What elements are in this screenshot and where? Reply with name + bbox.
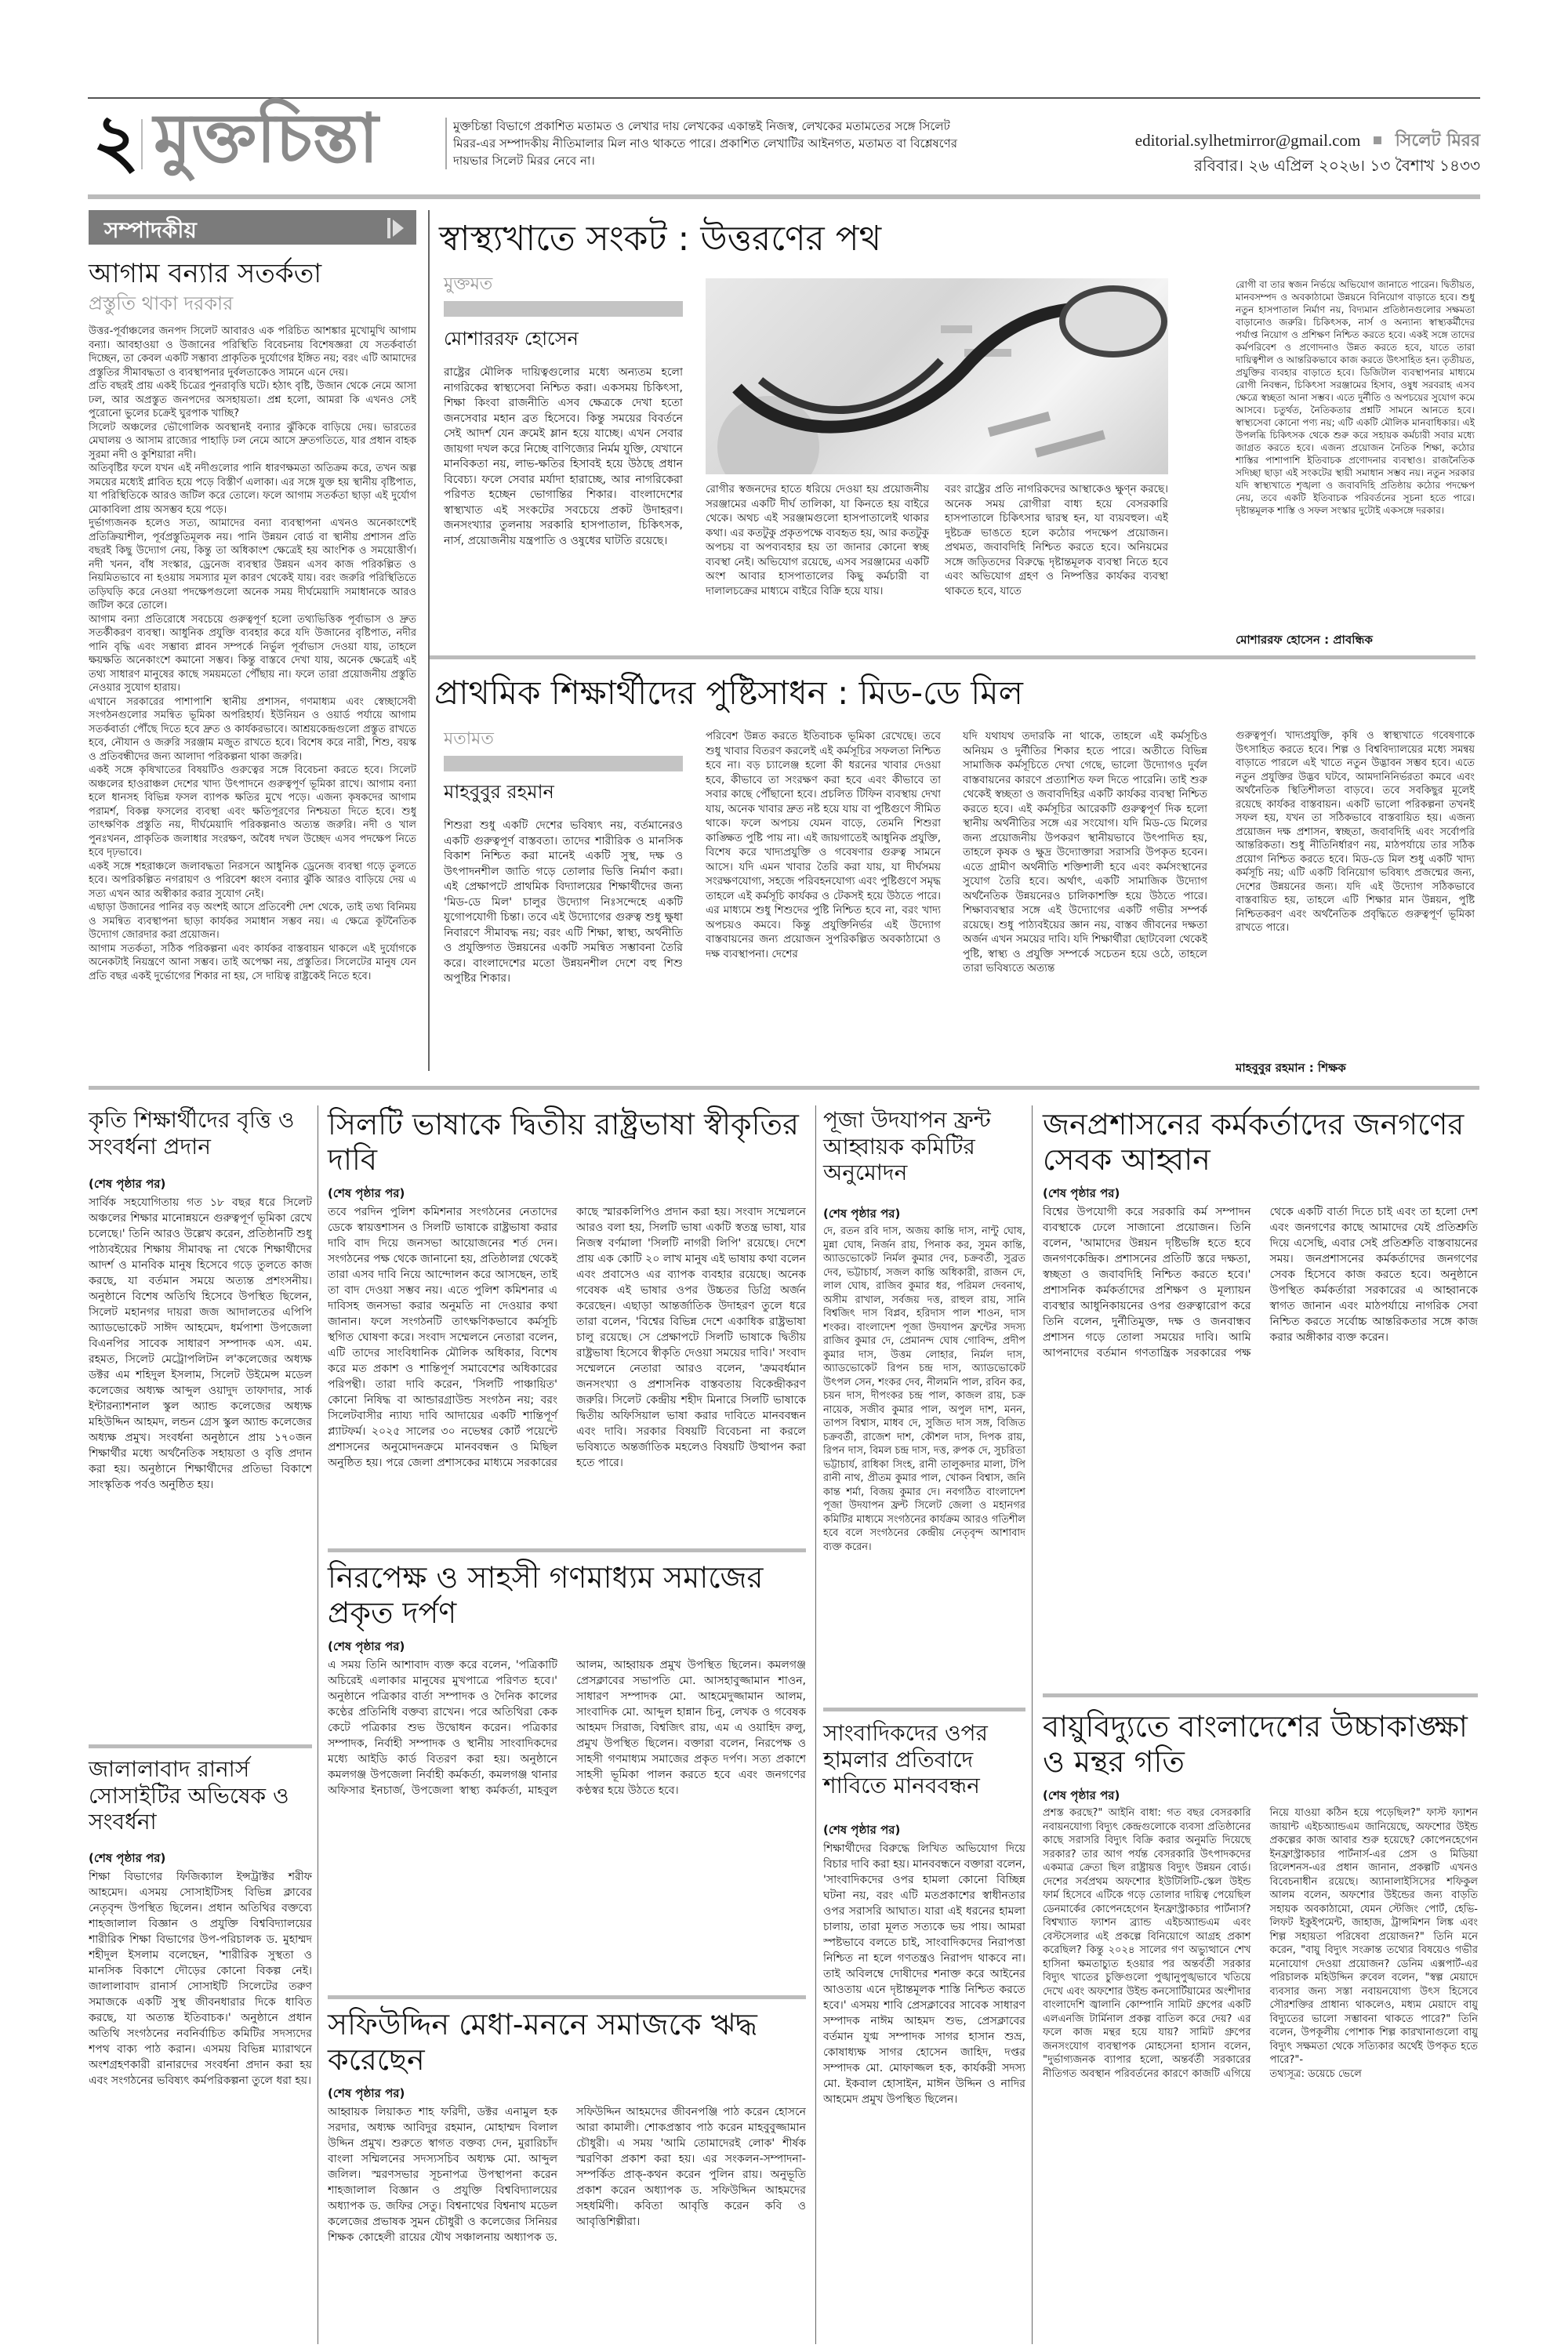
midday-col-1: শিশুরা শুধু একটি দেশের ভবিষ্যৎ নয়, বর্তমানেরও একটি গুরুত্বপূর্ণ বাস্তবতা। তাদের শারীরিক ও মানসিক বিকাশ নিশ্চিত করা মানেই একটি সুস্থ, দক্ষ ও উৎপাদনশীল জাতি গড়ে তোলার ভিত্তি নির্মাণ করা। এই প্রেক্ষাপটে প্রাথমিক বিদ্যালয়ের শিক্ষার্থীদের জন্য 'মিড-ডে মিল' চালুর উদ্যোগ নিঃসন্দেহে একটি যুগোপযোগী চিন্তা। তবে এই উদ্যোগের গুরুত্ব শুধু ক্ষুধা নিবারণে সীমাবদ্ধ নয়; বরং এটি শিক্ষা, স্বাস্থ্য, অর্থনীতি ও প্রযুক্তিগত উন্নয়নের একটি সমন্বিত সম্ভাবনা তৈরি করে। বাংলাদেশের মতো উন্নয়নশীল দেশে বহু শিশু অপুষ্টির শিকার। <box>444 819 683 985</box>
editorial-paragraph: দুর্ভাগ্যজনক হলেও সত্য, আমাদের বন্যা ব্যবস্থাপনা এখনও অনেকাংশেই প্রতিক্রিয়াশীল, পূর্বপ্রস্তুতিমূলক নয়। পানি উন্নয়ন বোর্ড বা স্থানীয় প্রশাসন প্রতি বছরই কিছু উদ্যোগ নেয়, কিন্তু তা অধিকাংশ ক্ষেত্রেই হয় আংশিক ও সময়োত্তীর্ণ। নদী খনন, বাঁধ সংস্কার, ড্রেনেজ ব্যবস্থার উন্নয়ন এসব কাজ পরিকল্পিত ও নিয়মিতভাবে না হওয়ায় সমস্যার মূল কারণ থেকেই যায়। বরং জরুরি পরিস্থিতিতে তড়িঘড়ি করে নেওয়া পদক্ষেপগুলো অনেক সময় দীর্ঘমেয়াদি সমাধানকে আরও জটিল করে তোলে। <box>89 517 416 612</box>
health-col-2: রোগীর স্বজনদের হাতে ধরিয়ে দেওয়া হয় প্রয়োজনীয় সরঞ্জামের একটি দীর্ঘ তালিকা, যা কিনতে হয় বাইরে থেকে। অথচ এই সরঞ্জামগুলো হাসপাতালেই থাকার কথা। এর কতটুকু প্রকৃতপক্ষে ব্যবহৃত হয়, আর কতটুকু অপচয় বা অপব্যবহার হয় তা জানার কোনো স্বচ্ছ ব্যবস্থা নেই। অভিযোগ রয়েছে, এসব সরঞ্জামের একটি অংশ আবার হাসপাতালের কিছু কর্মচারী বা দালালচক্রের মাধ্যমে বাইরে বিক্রি হয়ে যায়। <box>706 483 929 597</box>
wind-body-text: প্রশস্ত করছে?" আইনি বাধা: গত বছর বেসরকারি নবায়নযোগ্য বিদ্যুৎ কেন্দ্রগুলোকে ব্যবসা প্রতিষ্ঠানের কাছে সরাসরি বিদ্যুৎ বিক্রি করার অনুমতি দিয়েছে সরকার? তার আগ পর্যন্ত বেসরকারি উৎপাদকদের একমাত্র ক্রেতা ছিল রাষ্ট্রায়ত্ত বিদ্যুৎ উন্নয়ন বোর্ড। দেশের সর্বপ্রথম অফশোর ইউটিলিটি-স্কেল উইন্ড ফার্ম হিসেবে এটিকে গড়ে তোলার দায়িত্ব পেয়েছিল ডেনমার্কের কোপেনহেগেন ইনফ্রাস্ট্রাকচার পার্টনার্স? বিশ্বখ্যাত ফ্যাশন ব্র্যান্ড এইচঅ্যান্ডএম এবং বেস্টসেলার এই প্রকল্পে বিনিয়োগে আগ্রহ প্রকাশ করেছিল? কিন্তু ২০২৪ সালের গণ অভ্যুত্থানে শেখ হাসিনা ক্ষমতাচ্যুত হওয়ার পর অন্তর্বর্তী সরকার বিদ্যুৎ খাতের চুক্তিগুলো পুঙ্খানুপুঙ্খভাবে খতিয়ে দেখে এবং অফশোর উইন্ড কনসোর্টিয়ামের অংশীদার বাংলাদেশি জ্বালানি কোম্পানি সামিট গ্রুপের একটি এলএনজি টার্মিনাল প্রকল্প বাতিল করে দেয়? এর ফলে কাজ মন্থর হয়ে যায়? সামিট গ্রুপের জনসংযোগ ব্যবস্থাপক মোহসেনা হাসান বলেন, "দুর্ভাগ্যজনক ব্যাপার হলো, অন্তর্বর্তী সরকারের নীতিগত অবস্থান পরিবর্তনের কারণে কাজটি এগিয়ে নিয়ে যাওয়া কঠিন হয়ে পড়েছিল?" ফাস্ট ফ্যাশন জায়ান্ট এইচঅ্যান্ডএম জানিয়েছে, অফশোর উইন্ড প্রকল্পের কাজ আবার শুরু হয়েছে? কোপেনহেগেন ইনফ্রাস্ট্রাকচার পার্টনার্স-এর প্রেস ও মিডিয়া রিলেশনস-এর প্রধান জানান, প্রকল্পটি এখনও বিবেচনাধীন রয়েছে। অ্যানালাইসিসের শফিকুল আলম বলেন, অফশোর উইন্ডের জন্য বাড়তি সহায়ক অবকাঠামো, যেমন স্টেজিং পোর্ট, হেভি-লিফট ইকুইপমেন্ট, জাহাজ, ট্রান্সমিশন লিঙ্ক এবং শিল্প সহায়তা পরিষেবা প্রয়োজন?" তিনি মনে করেন, "বায়ু বিদ্যুৎ সংক্রান্ত তথ্যের বিষয়েও গভীর মনোযোগ দেওয়া প্রয়োজন? ডেনিম এক্সপার্ট-এর পরিচালক মহিউদ্দিন রুবেল বলেন, "স্বল্প মেয়াদে ব্যবসার জন্য সস্তা নবায়নযোগ্য উৎস হিসেবে সৌরশক্তির প্রাধান্য থাকলেও, মধ্যম মেয়াদে বায়ু বিদ্যুতের ভালো সম্ভাবনা থাকতে পারে?" তিনি বলেন, উপকূলীয় পোশাক শিল্প কারখানাগুলো বায়ু বিদ্যুৎ সক্ষমতা থেকে সত্যিকার অর্থেই উপকৃত হতে পারে?"- <box>1043 1807 1478 2080</box>
puja-body: দে, রতন রবি দাস, অজয় কান্তি দাস, নান্টু ঘোষ, মুন্না ঘোষ, নির্জন রায়, পিনাক কর, সুমন কান্তি, অ্যাডভোকেট নির্মল কুমার দেব, চক্রবর্তী, সুব্রত দেব, ভট্টাচার্য, সজল কান্তি অধিকারী, রাজন দে, লাল ঘোষ, রাজিব কুমার ধর, পরিমল দেবনাথ, অসীম রাখাল, সর্বজয় দত্ত, রাহুল রায়, সানি বিশ্বজিৎ দাস বিপ্লব, হরিদাস পাল শাওন, দাস শংকর। বাংলাদেশ পূজা উদযাপন ফ্রন্টের সদস্য রাজিব কুমার দে, প্রেমানন্দ ঘোষ গোবিন্দ, প্রদীপ কুমার দাস, উত্তম লোহার, নির্মল দাস, অ্যাডভোকেট রিপন চন্দ্র দাস, অ্যাডভোকেট উৎপল সেন, শংকর দেব, নীলমনি পাল, রবিন কর, চয়ন দাস, দীপংকর চন্দ্র পাল, কাজল রায়, চক্র নায়েক, সজীব কুমার পাল, অপুল দাশ, মনন, তাপস বিশ্বাস, মাধব দে, সুজিত দাস সঙ্গ, বিজিত চক্রবর্তী, রাজেশ দাশ, কৌশল দাস, দিপক রায়, রিপন দাস, বিমল চন্দ্র দাস, দত্ত, রুপক দে, সুচরিতা ভট্টাচার্য, রাধিকা সিংহ, রানী তালুকদার মালা, টপি রানী নাথ, প্রীতম কুমার পাল, খোকন বিশ্বাস, জনি কান্ত শর্মা, বিজয় কুমার দে। নবগঠিত বাংলাদেশ পূজা উদযাপন ফ্রন্ট সিলেট জেলা ও মহানগর কমিটির মাধ্যমে সংগঠনের কার্যক্রম আরও গতিশীল হবে বলে সংগঠনের কেন্দ্রীয় নেতৃবৃন্দ আশাবাদ ব্যক্ত করেন। <box>823 1225 1025 1553</box>
midday-signature: মাহবুবুর রহমান : শিক্ষক <box>1236 1061 1346 1075</box>
wind-body <box>1043 1806 1478 2339</box>
health-author: মোশাররফ হোসেন <box>444 328 579 350</box>
brand-name: সিলেট মিরর <box>1395 131 1480 151</box>
editorial-paragraph: আগাম সতর্কতা, সঠিক পরিকল্পনা এবং কার্যকর বাস্তবায়ন থাকলে এই দুর্যোগকে অনেকটাই নিয়ন্ত্রণে আনা সম্ভব। তাই অপেক্ষা নয়, প্রস্তুতির। সিলেটের মানুষ যেন প্রতি বছর একই দুর্ভোগের শিকার না হয়, সে দায়িত্ব রাষ্ট্রকেই নিতে হবে। <box>89 942 416 982</box>
health-bottom-band <box>430 655 1475 659</box>
masthead-right <box>1135 129 1480 177</box>
health-col-4: রোগী বা তার স্বজন নির্ভয়ে অভিযোগ জানাতে পারেন। দ্বিতীয়ত, মানবসম্পদ ও অবকাঠামো উন্নয়নে বিনিয়োগ বাড়াতে হবে। শুধু নতুন হাসপাতাল নির্মাণ নয়, বিদ্যমান প্রতিষ্ঠানগুলোর সক্ষমতা বাড়ানোও জরুরি। চিকিৎসক, নার্স ও অন্যান্য স্বাস্থ্যকর্মীদের পর্যাপ্ত নিয়োগ ও প্রশিক্ষণ নিশ্চিত করতে হবে। একই সঙ্গে তাদের কর্মপরিবেশ ও প্রণোদনাও উন্নত করতে হবে, যাতে তারা দায়িত্বশীল ও আন্তরিকভাবে কাজ করতে উৎসাহিত হন। তৃতীয়ত, প্রযুক্তির ব্যবহার বাড়াতে হবে। ডিজিটাল ব্যবস্থাপনার মাধ্যমে রোগী নিবন্ধন, চিকিৎসা সরঞ্জামের হিসাব, ওষুধ সরবরাহ এসব ক্ষেত্রে স্বচ্ছতা আনা সম্ভব। এতে দুর্নীতি ও অপচয়ের সুযোগ কমে আসবে। চতুর্থত, নৈতিকতার প্রশ্নটি সামনে আনতে হবে। স্বাস্থ্যসেবা কোনো পণ্য নয়; এটি একটি মৌলিক মানবাধিকার। এই উপলব্ধি চিকিৎসক থেকে শুরু করে সহায়ক কর্মচারী সবার মধ্যে জাগ্রত করতে হবে। এজন্য প্রয়োজন নৈতিক শিক্ষা, কঠোর শাস্তির পাশাপাশি ইতিবাচক প্রণোদনার ব্যবস্থাও। রাজনৈতিক সদিচ্ছা ছাড়া এই সংকটের স্থায়ী সমাধান সম্ভব নয়। নতুন সরকার যদি স্বাস্থ্যখাতে শৃঙ্খলা ও জবাবদিহি প্রতিষ্ঠায় কঠোর পদক্ষেপ নেয়, তবে একটি ইতিবাচক পরিবর্তনের সূচনা হতে পারে। দৃষ্টান্তমূলক শাস্তি ও সফল সংস্কার দুটোই একসঙ্গে দরকার। <box>1236 279 1475 516</box>
scholarship-headline: কৃতি শিক্ষার্থীদের বৃত্তি ও সংবর্ধনা প্রদান <box>89 1107 295 1160</box>
media-top-band <box>328 1548 806 1552</box>
editorial-paragraph: এখানে সরকারের পাশাপাশি স্থানীয় প্রশাসন, গণমাধ্যম এবং স্বেচ্ছাসেবী সংগঠনগুলোর সমন্বিত ভূমিকা অপরিহার্য। ইউনিয়ন ও ওয়ার্ড পর্যায়ে আগাম সতর্কবার্তা পৌঁছে দিতে হবে দ্রুত ও কার্যকরভাবে। আশ্রয়কেন্দ্রগুলো প্রস্তুত রাখতে হবে, নৌযান ও জরুরি সরঞ্জাম মজুত রাখতে হবে। বিশেষ করে নারী, শিশু, বয়স্ক ও প্রতিবন্ধীদের জন্য আলাদা পরিকল্পনা থাকা জরুরি। <box>89 695 416 763</box>
sylheti-body: তবে পরদিন পুলিশ কমিশনার সংগঠনের নেতাদের ডেকে স্বায়ত্তশাসন ও সিলটি ভাষাকে রাষ্ট্রভাষা করার দাবি বাদ দিয়ে জনসভা আয়োজনের শর্ত দেন। সংগঠনের পক্ষ থেকে জানানো হয়, প্রতিষ্ঠালগ্ন থেকেই তারা এসব দাবি নিয়ে আন্দোলন করে আসছেন, তাই তা বাদ দেওয়া সম্ভব নয়। এতে পুলিশ কমিশনার এ দাবিসহ জনসভা করার অনুমতি না দেওয়ার কথা জানান। ফলে সংগঠনটি তাৎক্ষণিকভাবে কর্মসূচি স্থগিত ঘোষণা করে। সংবাদ সম্মেলনে নেতারা বলেন, এটি তাদের সাংবিধানিক মৌলিক অধিকার, বিশেষ করে মত প্রকাশ ও শান্তিপূর্ণ সমাবেশের অধিকারের পরিপন্থী। তারা দাবি করেন, 'সিলটি পাঞ্চায়িত' কোনো নিষিদ্ধ বা আন্ডারগ্রাউন্ড সংগঠন নয়; বরং সিলেটবাসীর ন্যায্য দাবি আদায়ের একটি শান্তিপূর্ণ প্ল্যাটফর্ম। ২০২৫ সালের ৩০ নভেম্বর কোর্ট পয়েন্টে প্রশাসনের অনুমোদনক্রমে মানববন্ধন ও মিছিল অনুষ্ঠিত হয়। পরে জেলা প্রশাসকের মাধ্যমে সরকারের কাছে স্মারকলিপিও প্রদান করা হয়। সংবাদ সম্মেলনে আরও বলা হয়, সিলটি ভাষা একটি স্বতন্ত্র ভাষা, যার নিজস্ব বর্ণমালা 'সিলটি নাগরী লিপি' রয়েছে। দেশে প্রায় এক কোটি ২০ লাখ মানুষ এই ভাষায় কথা বলেন এবং প্রবাসেও এর ব্যাপক ব্যবহার রয়েছে। অনেক গবেষক এই ভাষার ওপর উচ্চতর ডিগ্রি অর্জন করেছেন। এছাড়া আন্তর্জাতিক উদাহরণ তুলে ধরে তারা বলেন, 'বিশ্বের বিভিন্ন দেশে একাধিক রাষ্ট্রভাষা চালু রয়েছে। সে প্রেক্ষাপটে সিলটি ভাষাকে দ্বিতীয় রাষ্ট্রভাষা হিসেবে স্বীকৃতি দেওয়া সময়ের দাবি।' সংবাদ সম্মেলনে নেতারা আরও বলেন, 'ক্রমবর্ধমান জনসংখ্যা ও প্রশাসনিক বাস্তবতায় বিকেন্দ্রীকরণ জরুরি। সিলেট কেন্দ্রীয় শহীদ মিনারে সিলটি ভাষাকে দ্বিতীয় অফিসিয়াল ভাষা করার দাবিতে মানববন্ধন এবং দাবি। সরকার বিষয়টি বিবেচনা না করলে ভবিষ্যতে অন্তর্জাতিক মহলেও বিষয়টি উত্থাপন করা হতে পারে। <box>328 1206 806 1469</box>
masthead-bottom-band <box>88 194 1480 199</box>
scholarship-continued: (শেষ পৃষ্ঠার পর) <box>89 1177 166 1191</box>
safiuddin-top-band <box>328 1995 806 1999</box>
safiuddin-headline: সফিউদ্দিন মেধা-মননে সমাজকে ঋদ্ধ করেছেন <box>328 2007 757 2077</box>
health-kicker: মুক্তমত <box>444 274 493 294</box>
public-admin-body: বিশ্বের উপযোগী করে সরকারি কর্ম সম্পাদন ব্যবস্থাকে ঢেলে সাজানো প্রয়োজন। তিনি বলেন, 'আমাদের উন্নয়ন দৃষ্টিভঙ্গি হতে হবে জনগণকেন্দ্রিক। প্রশাসনের প্রতিটি স্তরে দক্ষতা, স্বচ্ছতা ও জবাবদিহি নিশ্চিত করতে হবে।' প্রশাসনিক কর্মকর্তাদের প্রশিক্ষণ ও মূল্যায়ন ব্যবস্থার আধুনিকায়নের ওপর গুরুত্বারোপ করে তিনি বলেন, দুর্নীতিমুক্ত, দক্ষ ও জনবান্ধব প্রশাসন গড়ে তোলা সময়ের দাবি। আমি আপনাদের বর্তমান গণতান্ত্রিক সরকারের পক্ষ থেকে একটি বার্তা দিতে চাই এবং তা হলো দেশ এবং জনগণের কাছে আমাদের যেই প্রতিশ্রুতি দিয়ে এসেছি, এবার সেই প্রতিশ্রুতি বাস্তবায়নের সময়। জনপ্রশাসনের কর্মকর্তাদের জনগণের সেবক হিসেবে কাজ করতে হবে। অনুষ্ঠানে উপস্থিত কর্মকর্তারা সরকারের এ আহ্বানকে স্বাগত জানান এবং মাঠপর্যায়ে নাগরিক সেবা নিশ্চিত করতে সর্বোচ্চ আন্তরিকতার সঙ্গে কাজ করার অঙ্গীকার ব্যক্ত করেন। <box>1043 1206 1478 1359</box>
jalalabad-headline: জালালাবাদ রানার্স সোসাইটির অভিষেক ও সংবর্ধনা <box>89 1756 289 1835</box>
dateline: রবিবার। ২৬ এপ্রিল ২০২৬। ১৩ বৈশাখ ১৪৩৩ <box>1194 156 1480 175</box>
editorial-paragraph: প্রতি বছরই প্রায় একই চিত্রের পুনরাবৃত্তি ঘটে। হঠাৎ বৃষ্টি, উজান থেকে নেমে আসা ঢল, আর অপ্রস্তুত জনপদের অসহায়তা। প্রশ্ন হলো, আমরা কি এখনও সেই পুরোনো ভুলের চক্রেই ঘুরপাক খাচ্ছি? <box>89 380 416 419</box>
safiuddin-continued: (শেষ পৃষ্ঠার পর) <box>328 2086 405 2100</box>
wind-headline: বায়ুবিদ্যুতে বাংলাদেশের উচ্চাকাঙ্ক্ষা ও মন্থর গতি <box>1043 1709 1468 1779</box>
midday-kicker-bar <box>444 756 683 771</box>
column-divider <box>428 210 430 1071</box>
arrow-bar-icon <box>387 218 390 238</box>
midday-col-3: যদি যথাযথ তদারকি না থাকে, তাহলে এই কর্মসূচিও অনিয়ম ও দুর্নীতির শিকার হতে পারে। অতীতে বিভিন্ন সামাজিক কর্মসূচিতে দেখা গেছে, ভালো উদ্যোগও দুর্বল বাস্তবায়নের কারণে প্রত্যাশিত ফল দিতে পারেনি। তাই শুরু থেকেই স্বচ্ছতা ও জবাবদিহির একটি কার্যকর ব্যবস্থা নিশ্চিত করতে হবে। এই কর্মসূচির আরেকটি গুরুত্বপূর্ণ দিক হলো স্থানীয় অর্থনীতির সঙ্গে এর সংযোগ। যদি মিড-ডে মিলের জন্য প্রয়োজনীয় উপকরণ স্থানীয়ভাবে উৎপাদিত হয়, তাহলে কৃষক ও ক্ষুদ্র উদ্যোক্তারা সরাসরি উপকৃত হবেন। এতে গ্রামীণ অর্থনীতি শক্তিশালী হবে এবং কর্মসংস্থানের সুযোগ তৈরি হবে। অর্থাৎ, একটি সামাজিক উদ্যোগ অর্থনৈতিক উন্নয়নেরও চালিকাশক্তি হয়ে উঠতে পারে। শিক্ষাব্যবস্থার সঙ্গে এই উদ্যোগের একটি গভীর সম্পর্ক রয়েছে। শুধু পাঠ্যবইয়ের জ্ঞান নয়, বাস্তব জীবনের দক্ষতা অর্জন এখন সময়ের দাবি। যদি শিক্ষার্থীরা ছোটবেলা থেকেই পুষ্টি, স্বাস্থ্য ও প্রযুক্তি সম্পর্কে সচেতন হয়ে ওঠে, তাহলে তারা ভবিষ্যতে অত্যন্ত <box>963 730 1207 975</box>
health-signature: মোশাররফ হোসেন : প্রাবন্ধিক <box>1236 633 1373 647</box>
midday-col-4: গুরুত্বপূর্ণ। খাদ্যপ্রযুক্তি, কৃষি ও স্বাস্থ্যখাতে গবেষণাকে উৎসাহিত করতে হবে। শিল্প ও বিশ্ববিদ্যালয়ের মধ্যে সমন্বয় বাড়াতে পারলে এই খাতে নতুন উদ্ভাবন সম্ভব হবে। এতে নতুন প্রযুক্তির উদ্ভব ঘটবে, আমদানিনির্ভরতা কমবে এবং অর্থনৈতিক স্থিতিশীলতা বাড়বে। তবে সবকিছুর মূলেই রয়েছে কার্যকর বাস্তবায়ন। একটি ভালো পরিকল্পনা তখনই সফল হয়, যখন তা সঠিকভাবে বাস্তবায়িত হয়। এজন্য প্রয়োজন দক্ষ প্রশাসন, স্বচ্ছতা, জবাবদিহি এবং সর্বোপরি আন্তরিকতা। শুধু নীতিনির্ধারণ নয়, মাঠপর্যায়ে তার সঠিক প্রয়োগ নিশ্চিত করতে হবে। মিড-ডে মিল শুধু একটি খাদ্য কর্মসূচি নয়; এটি একটি বিনিয়োগ ভবিষ্যৎ প্রজন্মের জন্য, দেশের উন্নয়নের জন্য। যদি এই উদ্যোগ সঠিকভাবে বাস্তবায়িত হয়, তাহলে এটি শিক্ষার মান উন্নয়ন, পুষ্টি নিশ্চিতকরণ এবং অর্থনৈতিক প্রবৃদ্ধিতে গুরুত্বপূর্ণ ভূমিকা রাখতে পারে। <box>1236 730 1475 934</box>
media-continued: (শেষ পৃষ্ঠার পর) <box>328 1639 405 1653</box>
top-rule <box>88 97 1480 99</box>
stethoscope-icon <box>706 278 1168 474</box>
editorial-paragraph: অতিবৃষ্টির ফলে যখন এই নদীগুলোর পানি ধারণক্ষমতা অতিক্রম করে, তখন অল্প সময়ের মধ্যেই প্লাবিত হয়ে পড়ে বিস্তীর্ণ এলাকা। এর সঙ্গে যুক্ত হয় স্থানীয় বৃষ্টিপাত, যা পরিস্থিতিকে আরও জটিল করে তোলে। ফলে আগাম সতর্কতা ছাড়া এই দুর্যোগ মোকাবিলা প্রায় অসম্ভব হয়ে পড়ে। <box>89 463 416 516</box>
editorial-section-label: সম্পাদকীয় <box>104 217 197 243</box>
journalists-body: শিক্ষার্থীদের বিরুদ্ধে লিখিত অভিযোগ দিয়ে বিচার দাবি করা হয়। মানববন্ধনে বক্তারা বলেন, 'সাংবাদিকদের ওপর হামলা কোনো বিচ্ছিন্ন ঘটনা নয়, বরং এটি মতপ্রকাশের স্বাধীনতার ওপর সরাসরি আঘাত। যারা এই ধরনের হামলা চালায়, তারা মূলত সত্যকে ভয় পায়। আমরা স্পষ্টভাবে বলতে চাই, সাংবাদিকদের নিরাপত্তা নিশ্চিত না হলে গণতন্ত্রও নিরাপদ থাকবে না। তাই অবিলম্বে দোষীদের শনাক্ত করে আইনের আওতায় এনে দৃষ্টান্তমূলক শাস্তি নিশ্চিত করতে হবে।' এসময় শাবি প্রেসক্লাবের সাবেক সাধারণ সম্পাদক নাঈম আহমদ শুভ, প্রেসক্লাবের বর্তমান যুগ্ম সম্পাদক সাগর হাসান শুভ্র, কোষাধ্যক্ষ সাগর হোসেন জাহিদ, দপ্তর সম্পাদক মো. মোফাজ্জল হক, কার্যকরী সদস্য মো. ইকবাল হোসাইন, মাঈন উদ্দিন ও নাদির আহমেদ প্রমুখ উপস্থিত ছিলেন। <box>823 1842 1025 2106</box>
editorial-section-bar <box>89 210 416 245</box>
puja-bottom-band <box>823 1708 1025 1711</box>
midday-kicker: মতামত <box>444 729 494 749</box>
health-headline: স্বাস্থ্যখাতে সংকট : উত্তরণের পথ <box>439 219 882 259</box>
public-admin-continued: (শেষ পৃষ্ঠার পর) <box>1043 1186 1120 1200</box>
public-admin-headline: জনপ্রশাসনের কর্মকর্তাদের জনগণের সেবক আহ্বান <box>1043 1107 1465 1177</box>
editorial-subtitle: প্রস্তুতি থাকা দরকার <box>89 292 234 314</box>
editorial-paragraph: একই সঙ্গে শহরাঞ্চলে জলাবদ্ধতা নিরসনে আধুনিক ড্রেনেজ ব্যবস্থা গড়ে তুলতে হবে। অপরিকল্পিত নগরায়ণ ও পরিবেশ ধ্বংস বন্যার ঝুঁকি আরও বাড়িয়ে দেয় এ সত্য এখন আর অস্বীকার করার সুযোগ নেই। <box>89 860 416 900</box>
masthead-divider <box>141 119 143 169</box>
stethoscope-photo <box>706 278 1168 474</box>
disclaimer: মুক্তচিন্তা বিভাগে প্রকাশিত মতামত ও লেখার দায় লেখকের একান্তই নিজস্ব, লেখকের মতামতের সঙ্গে সিলেট মিরর-এর সম্পাদকীয় নীতিমালার মিল নাও থাকতে পারে। প্রকাশিত লেখাটির আইনগত, মতামত বা বিশ্লেষণের দায়ভার সিলেট মিরর নেবে না। <box>445 118 971 169</box>
column-divider <box>1032 1105 1033 2344</box>
editorial-body <box>89 325 416 1077</box>
puja-headline: পূজা উদযাপন ফ্রন্ট আহ্বায়ক কমিটির অনুমোদন <box>823 1107 991 1186</box>
editorial-email-link[interactable]: editorial.sylhetmirror@gmail.com <box>1134 131 1361 150</box>
section-title: মুক্তচিন্তা <box>154 100 379 178</box>
scholarship-body: সার্বিক সহযোগিতায় গত ১৮ বছর ধরে সিলেট অঞ্চলের শিক্ষার মানোন্নয়নে গুরুত্বপূর্ণ ভূমিকা রেখে চলেছে।' তিনি আরও উল্লেখ করেন, প্রতিষ্ঠানটি শুধু পাঠ্যবইয়ের শিক্ষায় সীমাবদ্ধ না থেকে শিক্ষার্থীদের আদর্শ ও মানবিক মানুষ হিসেবে গড়ে তুলতে কাজ করছে, যা বর্তমান সময়ে অত্যন্ত প্রশংসনীয়। অনুষ্ঠানে বিশেষ অতিথি হিসেবে উপস্থিত ছিলেন, সিলেট মহানগর দায়রা জজ আদালতের এপিপি অ্যাডভোকেট সাঈদ আহমেদ, ধর্মপাশা উপজেলা বিএনপির সাবেক সাধারণ সম্পাদক এস. এম. রহমত, সিলেট মেট্রোপলিটন ল'কলেজের অধ্যক্ষ ডক্টর এম শহিদুল ইসলাম, সিলেট উইমেন্স মডেল কলেজের অধ্যক্ষ আব্দুল ওয়াদুদ তাফাদার, সার্ক ইন্টারন্যাশনাল স্কুল অ্যান্ড কলেজের অধ্যক্ষ মহিউদ্দিন আহমদ, লন্ডন গ্রেস স্কুল অ্যান্ড কলেজের অধ্যক্ষ প্রমুখ। সংবর্ধনা অনুষ্ঠানে প্রায় ১৭০জন শিক্ষার্থীর মধ্যে অর্থনৈতিক সহায়তা ও বৃত্তি প্রদান করা হয়। অনুষ্ঠানে শিক্ষার্থীদের প্রতিভা বিকাশে সাংস্কৃতিক পর্বও অনুষ্ঠিত হয়। <box>89 1196 312 1491</box>
editorial-title: আগাম বন্যার সতর্কতা <box>89 258 322 289</box>
public-admin-bottom-band <box>1043 1693 1478 1697</box>
journalists-continued: (শেষ পৃষ্ঠার পর) <box>823 1823 901 1837</box>
safiuddin-body: আহ্বায়ক লিয়াকত শাহ ফরিদী, ডক্টর এনামুল হক সরদার, অধ্যক্ষ আবিদুর রহমান, মোহাম্মদ বিলাল উদ্দিন প্রমুখ। শুরুতে স্বাগত বক্তব্য দেন, মুরারিচাঁদ বাংলা সম্মিলনের সদস্যসচিব অধ্যক্ষ মো. আব্দুল জলিল। স্মরণসভার সূচনাপত্র উপস্থাপনা করেন শাহজালাল বিজ্ঞান ও প্রযুক্তি বিশ্ববিদ্যালয়ের অধ্যাপক ড. জফির সেতু। বিশ্বনাথের বিশ্বনাথ মডেল কলেজের প্রভাষক সুমন চৌধুরী ও কলেজের সিনিয়র শিক্ষক কোহেলী রায়ের যৌথ সঞ্চালনায় অধ্যাপক ড. সফিউদ্দিন আহমদের জীবনপঞ্জি পাঠ করেন হোসনে আরা কামালী। শোকপ্রস্তাব পাঠ করেন মাহবুবুজ্জামান চৌধুরী। এ সময় 'আমি তোমাদেরই লোক' শীর্ষক স্মরণিকা প্রকাশ করা হয়। এর সংকলন-সম্পাদনা-সম্পর্কিত প্রাক্-কথন করেন পুলিন রায়। অনুভূতি প্রকাশ করেন অধ্যাপক ড. সফিউদ্দিন আহমদের সহধর্মিণী। কবিতা আবৃত্তি করেন কবি ও আবৃত্তিশিল্পীরা। <box>328 2106 806 2244</box>
wind-source: তথ্যসূত্র: ডয়েচে ভেলে <box>1269 2067 1362 2080</box>
page-number: ২ <box>93 99 140 183</box>
editorial-paragraph: সিলেট অঞ্চলের ভৌগোলিক অবস্থানই বন্যার ঝুঁকিকে বাড়িয়ে দেয়। ভারতের মেঘালয় ও আসাম রাজ্যের পাহাড়ি ঢল নেমে আসে দ্রুতগতিতে, যার প্রধান বাহক সুরমা নদী ও কুশিয়ারা নদী। <box>89 421 416 461</box>
health-col-3: বরং রাষ্ট্রের প্রতি নাগরিকদের আস্থাকেও ক্ষুণ্ন করছে। অনেক সময় রোগীরা বাধ্য হয়ে বেসরকারি হাসপাতালে চিকিৎসার দ্বারস্থ হন, যা ব্যয়বহুল। এই দুষ্টচক্র ভাঙতে হলে কঠোর পদক্ষেপ প্রয়োজন। প্রথমত, জবাবদিহি নিশ্চিত করতে হবে। অনিয়মের সঙ্গে জড়িতদের বিরুদ্ধে দৃষ্টান্তমূলক ব্যবস্থা নিতে হবে এবং অভিযোগ গ্রহণ ও নিষ্পত্তির কার্যকর ব্যবস্থা থাকতে হবে, যাতে <box>945 483 1168 597</box>
midday-headline: প্রাথমিক শিক্ষার্থীদের পুষ্টিসাধন : মিড-ডে মিল <box>434 673 1023 712</box>
midday-author: মাহবুবুর রহমান <box>444 781 554 803</box>
health-kicker-bar <box>444 301 683 317</box>
midday-col-2: পরিবেশ উন্নত করতে ইতিবাচক ভূমিকা রেখেছে। তবে শুধু খাবার বিতরণ করলেই এই কর্মসূচির সফলতা নিশ্চিত হবে না। বড় চ্যালেঞ্জ হলো কী ধরনের খাবার দেওয়া হবে, কীভাবে তা সংরক্ষণ করা হবে এবং কীভাবে তা সবার কাছে পৌঁছানো হবে। প্রচলিত টিফিন ব্যবস্থায় দেখা যায়, অনেক খাবার দ্রুত নষ্ট হয়ে যায় বা পুষ্টিগুণে সীমিত থাকে। ফলে অপচয় যেমন বাড়ে, তেমনি শিশুরা কাঙ্ক্ষিত পুষ্টি পায় না। এই জায়গাতেই আধুনিক প্রযুক্তি, বিশেষ করে খাদ্যপ্রযুক্তি ও গবেষণার গুরুত্ব সামনে আসে। যদি এমন খাবার তৈরি করা যায়, যা দীর্ঘসময় সংরক্ষণযোগ্য, সহজে পরিবহনযোগ্য এবং পুষ্টিগুণে সমৃদ্ধ তাহলে এই কর্মসূচি কার্যকর ও টেকসই হয়ে উঠতে পারে। এর মাধ্যমে শুধু শিশুদের পুষ্টি নিশ্চিত হবে না, বরং খাদ্য অপচয়ও কমবে। কিন্তু প্রযুক্তিনির্ভর এই উদ্যোগ বাস্তবায়নের জন্য প্রয়োজন সুপরিকল্পিত অবকাঠামো ও দক্ষ ব্যবস্থাপনা। দেশের <box>706 730 941 960</box>
sylheti-headline: সিলটি ভাষাকে দ্বিতীয় রাষ্ট্রভাষা স্বীকৃতির দাবি <box>328 1107 799 1177</box>
jalalabad-body: শিক্ষা বিভাগের ফিজিক্যাল ইন্সট্রাক্টর শরীফ আহমেদ। এসময় সোসাইটিসহ বিভিন্ন ক্লাবের নেতৃবৃন্দ উপস্থিত ছিলেন। প্রধান অতিথির বক্তব্যে শাহজালাল বিজ্ঞান ও প্রযুক্তি বিশ্ববিদ্যালয়ের শারীরিক শিক্ষা বিভাগের উপ-পরিচালক ড. মুহাম্মদ শহীদুল ইসলাম বলেছেন, 'শারীরিক সুস্থতা ও মানসিক বিকাশে দৌড়ের কোনো বিকল্প নেই। জালালাবাদ রানার্স সোসাইটি সিলেটের তরুণ সমাজকে একটি সুস্থ জীবনধারার দিকে ধাবিত করছে, যা অত্যন্ত ইতিবাচক।' অনুষ্ঠানে প্রধান অতিথি সংগঠনের নবনির্বাচিত কমিটির সদস্যদের শপথ বাক্য পাঠ করান। এসময় বিভিন্ন ম্যারাথনে অংশগ্রহণকারী রানারদের সংবর্ধনা প্রদান করা হয় এবং সংগঠনের ভবিষ্যৎ কর্মপরিকল্পনা তুলে ধরা হয়। <box>89 1871 312 2087</box>
journalists-headline: সাংবাদিকদের ওপর হামলার প্রতিবাদে শাবিতে মানববন্ধন <box>823 1720 988 1799</box>
media-headline: নিরপেক্ষ ও সাহসী গণমাধ্যম সমাজের প্রকৃত দর্পণ <box>328 1560 764 1630</box>
health-col-1: রাষ্ট্রের মৌলিক দায়িত্বগুলোর মধ্যে অন্যতম হলো নাগরিকের স্বাস্থ্যসেবা নিশ্চিত করা। একসময় চিকিৎসা, শিক্ষা কিংবা রাজনীতি এসব ক্ষেত্রকে দেখা হতো জনসেবার মহান ব্রত হিসেবে। কিন্তু সময়ের বিবর্তনে সেই আদর্শ যেন ক্রমেই ম্লান হয়ে যাচ্ছে। এখন সেবার জায়গা দখল করে নিচ্ছে বাণিজ্যের নির্মম যুক্তি, যেখানে মানবিকতা নয়, লাভ-ক্ষতির হিসাবই হয়ে উঠছে প্রধান বিবেচ্য। ফলে সেবার মর্যাদা হারাচ্ছে, আর নাগরিকেরা পরিণত হচ্ছেন ভোগান্তির শিকার। বাংলাদেশের স্বাস্থ্যখাত এই সংকটের সবচেয়ে প্রকট উদাহরণ। জনসংখ্যার তুলনায় সরকারি হাসপাতাল, চিকিৎসক, নার্স, প্রয়োজনীয় যন্ত্রপাতি ও ওষুধের ঘাটতি রয়েছে। <box>444 366 683 547</box>
editorial-paragraph: উত্তর-পূর্বাঞ্চলের জনপদ সিলেট আবারও এক পরিচিত আশঙ্কার মুখোমুখি আগাম বন্যা। আবহাওয়া ও উজানের পরিস্থিতি বিবেচনায় বিশেষজ্ঞরা যে সতর্কবার্তা দিচ্ছেন, তা কেবল একটি সম্ভাব্য প্রাকৃতিক দুর্যোগের ইঙ্গিত নয়; বরং এটি আমাদের প্রস্তুতির সীমাবদ্ধতা ও ব্যবস্থাপনার দুর্বলতাকেও সামনে এনে দেয়। <box>89 325 416 379</box>
sylheti-continued: (শেষ পৃষ্ঠার পর) <box>328 1186 405 1200</box>
wind-continued: (শেষ পৃষ্ঠার পর) <box>1043 1788 1120 1802</box>
square-bullet-icon <box>1374 136 1381 144</box>
arrow-right-icon <box>393 220 404 237</box>
scholarship-bottom-band <box>89 1744 312 1748</box>
editorial-bottom-band <box>89 1086 1479 1090</box>
jalalabad-continued: (শেষ পৃষ্ঠার পর) <box>89 1851 166 1865</box>
editorial-paragraph: একই সঙ্গে কৃষিখাতের বিষয়টিও গুরুত্বের সঙ্গে বিবেচনা করতে হবে। সিলেট অঞ্চলের হাওরাঞ্চল দেশের খাদ্য উৎপাদনে গুরুত্বপূর্ণ ভূমিকা রাখে। আগাম বন্যা হলে ধানসহ বিভিন্ন ফসল ব্যাপক ক্ষতির মুখে পড়ে। এজন্য কৃষকদের আগাম পরামর্শ, বিকল্প ফসলের ব্যবস্থা এবং ক্ষতিপূরণের নিশ্চয়তা দিতে হবে। শুধু তাৎক্ষণিক প্রস্তুতি নয়, দীর্ঘমেয়াদি পরিকল্পনাও অত্যন্ত জরুরি। নদী ও খাল পুনঃখনন, প্রাকৃতিক জলাধার সংরক্ষণ, অবৈধ দখল উচ্ছেদ এসব পদক্ষেপ নিতে হবে দৃঢ়ভাবে। <box>89 764 416 858</box>
editorial-paragraph: আগাম বন্যা প্রতিরোধে সবচেয়ে গুরুত্বপূর্ণ হলো তথ্যভিত্তিক পূর্বাভাস ও দ্রুত সতর্কীকরণ ব্যবস্থা। আধুনিক প্রযুক্তি ব্যবহার করে যদি উজানের বৃষ্টিপাত, নদীর পানি বৃদ্ধি এবং সম্ভাব্য প্লাবন সম্পর্কে নির্ভুল পূর্বাভাস দেওয়া যায়, তাহলে ক্ষয়ক্ষতি অনেকাংশে কমানো সম্ভব। কিন্তু বাস্তবে দেখা যায়, অনেক ক্ষেত্রেই এই তথ্য সাধারণ মানুষের কাছে সময়মতো পৌঁছায় না। ফলে তারা প্রয়োজনীয় প্রস্তুতি নেওয়ার সুযোগ হারায়। <box>89 613 416 694</box>
column-divider <box>815 1105 816 2344</box>
puja-continued: (শেষ পৃষ্ঠার পর) <box>823 1207 901 1221</box>
media-body: এ সময় তিনি আশাবাদ ব্যক্ত করে বলেন, 'পত্রিকাটি অচিরেই এলাকার মানুষের মুখপাত্রে পরিণত হবে।' অনুষ্ঠানে পত্রিকার বার্তা সম্পাদক ও দৈনিক কালের কণ্ঠের প্রতিনিধি বক্তব্য রাখেন। পরে অতিথিরা কেক কেটে পত্রিকার শুভ উদ্বোধন করেন। পত্রিকার সম্পাদক, নির্বাহী সম্পাদক ও স্থানীয় সাংবাদিকদের মধ্যে আইডি কার্ড বিতরণ করা হয়। অনুষ্ঠানে কমলগঞ্জ উপজেলা নির্বাহী কর্মকর্তা, কমলগঞ্জ থানার অফিসার ইনচার্জ, উপজেলা স্বাস্থ্য কর্মকর্তা, মাহবুল আলম, আহ্বায়ক প্রমুখ উপস্থিত ছিলেন। কমলগঞ্জ প্রেসক্লাবের সভাপতি মো. আসহাবুজ্জামান শাওন, সাধারণ সম্পাদক মো. আহমেদুজ্জামান আলম, সাংবাদিক মো. আব্দুল হান্নান চিনু, লেখক ও গবেষক আহমদ সিরাজ, বিশ্বজিৎ রায়, এম এ ওয়াহিদ রুলু, প্রমুখ উপস্থিত ছিলেন। বক্তারা বলেন, নিরপেক্ষ ও সাহসী গণমাধ্যম সমাজের প্রকৃত দর্পণ। সত্য প্রকাশে সাহসী ভূমিকা পালন করতে হবে এবং জনগণের কণ্ঠস্বর হয়ে উঠতে হবে। <box>328 1659 806 1797</box>
editorial-paragraph: এছাড়া উজানের পানির বড় অংশই আসে প্রতিবেশী দেশ থেকে, তাই তথ্য বিনিময় ও সমন্বিত ব্যবস্থাপনা ছাড়া কার্যকর সমাধান সম্ভব নয়। এ ক্ষেত্রে কূটনৈতিক উদ্যোগ জোরদার করা প্রয়োজন। <box>89 902 416 941</box>
